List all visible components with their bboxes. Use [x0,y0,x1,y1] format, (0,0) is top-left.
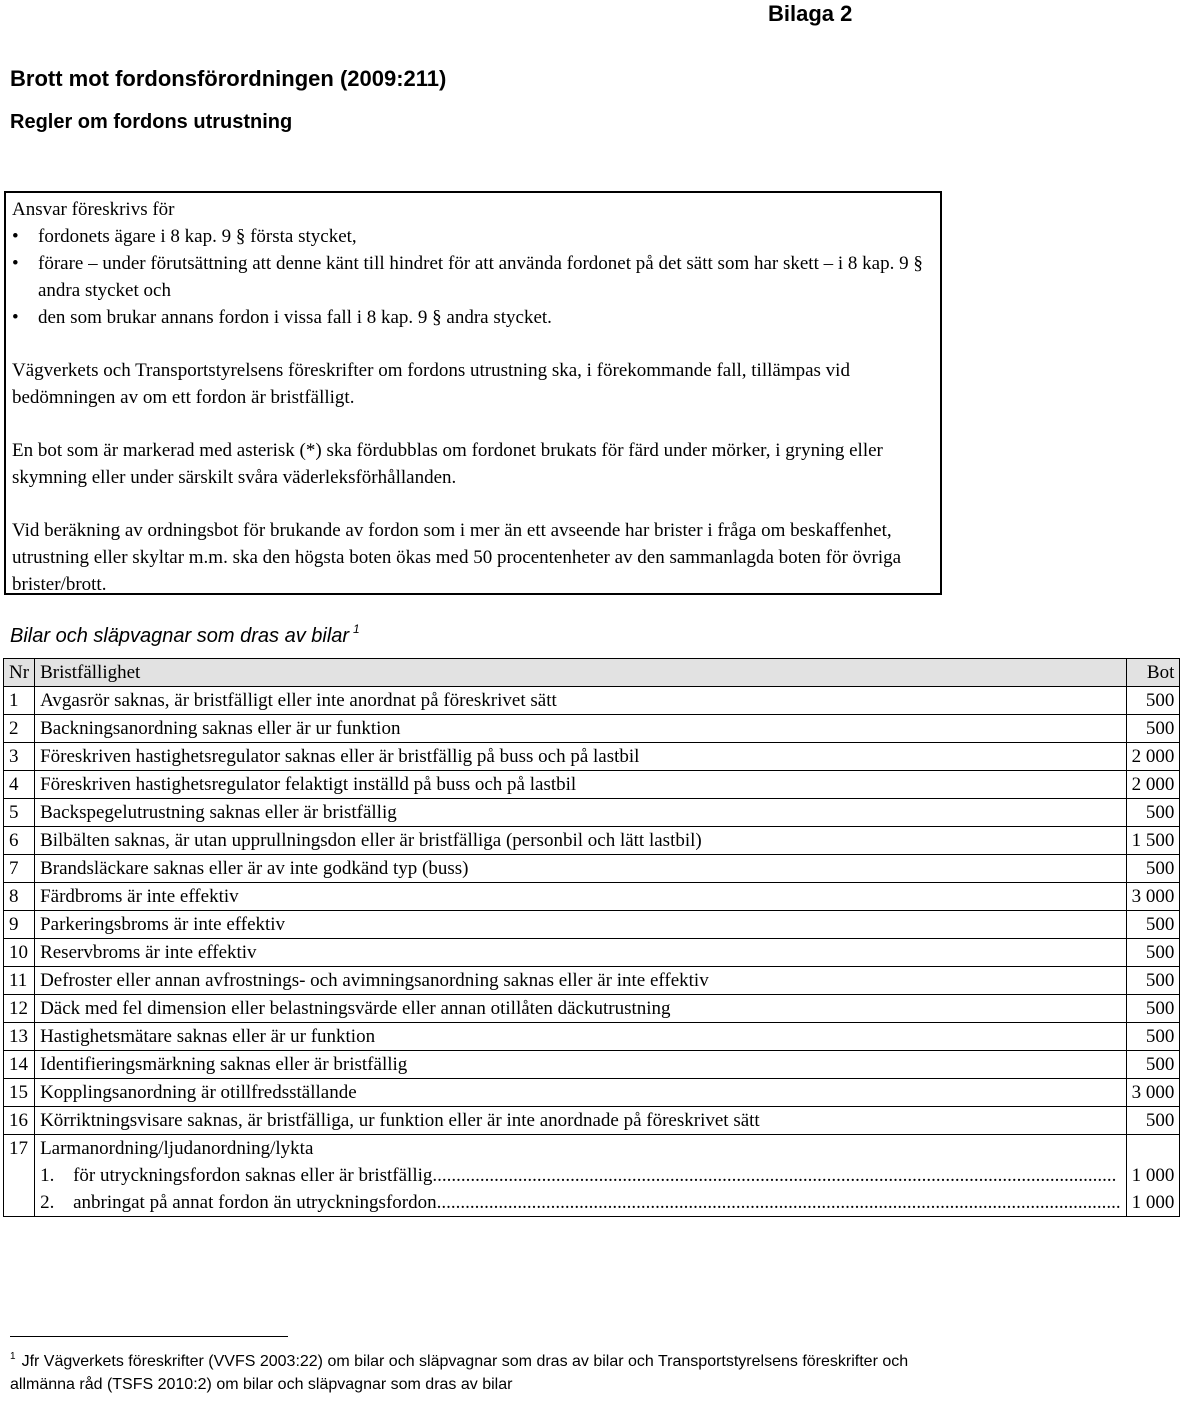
table-row [4,799,1180,827]
table-row [4,771,1180,799]
bullet-icon: • [12,307,19,328]
row-heading: Larmanordning/ljudanordning/lykta [40,1138,314,1159]
cell-description: Föreskriven hastighetsregulator felaktigt inställd på buss och på lastbil [35,771,1127,799]
cell-fine: 500 [1126,855,1180,883]
cell-fine: 500 [1126,687,1180,715]
cell-description: Avgasrör saknas, är bristfälligt eller inte anordnat på föreskrivet sätt [35,687,1127,715]
sub-item [40,1189,1121,1216]
table-row [4,855,1180,883]
page-subtitle: Regler om fordons utrustning [10,111,293,133]
column-header-nr: Nr [4,659,35,687]
sub-item [40,1162,1121,1189]
cell-description: Reservbroms är inte effektiv [35,939,1127,967]
column-header-fine: Bot [1126,659,1180,687]
cell-description: Backspegelutrustning saknas eller är bristfällig [35,799,1127,827]
cell-nr: 17 [4,1135,35,1217]
cell-nr: 11 [4,967,35,995]
footnote-divider [10,1336,288,1337]
cell-fine: 500 [1126,799,1180,827]
cell-nr: 10 [4,939,35,967]
cell-fine: 500 [1126,967,1180,995]
cell-fine [1126,1135,1180,1217]
table-row [4,1135,1180,1217]
info-paragraph-asterisk: En bot som är markerad med asterisk (*) ska fördubblas om fordonet brukats för färd under mörker, i gryning eller skymning eller under särskilt svåra väderleksförhållanden. [12,440,883,488]
attachment-label: Bilaga 2 [768,1,853,26]
cell-description: Däck med fel dimension eller belastningsvärde eller annan otillåten däckutrustning [35,995,1127,1023]
footnote-text: Jfr Vägverkets föreskrifter (VVFS 2003:22) om bilar och släpvagnar som dras av bilar och Transportstyrelsens föreskrifter och allmänna råd (TSFS 2010:2) om bilar och släpvagnar som dras av bilar [10,1353,909,1393]
fine-spacer [1132,1135,1175,1162]
sub-item-number: 2. [40,1192,55,1213]
footnote [10,1345,910,1396]
cell-description: Bilbälten saknas, är utan upprullningsdon eller är bristfälliga (personbil och lätt lastbil) [35,827,1127,855]
cell-description: Backningsanordning saknas eller är ur funktion [35,715,1127,743]
list-item: • förare – under förutsättning att denne känt till hindret för att använda fordonet på det sätt som har skett – i 8 kap. 9 § andra stycket och [12,250,934,304]
table-row [4,967,1180,995]
table-row [4,715,1180,743]
table-row [4,743,1180,771]
sub-item-text: för utryckningsfordon saknas eller är bristfällig ..... [73,1162,1121,1189]
cell-description: Identifieringsmärkning saknas eller är bristfällig [35,1051,1127,1079]
cell-fine: 3 000 [1126,1079,1180,1107]
table-row [4,883,1180,911]
cell-description: Parkeringsbroms är inte effektiv [35,911,1127,939]
cell-fine: 500 [1126,1051,1180,1079]
table-row [4,995,1180,1023]
section-heading: Bilar och släpvagnar som dras av bilar $^1$ [10,622,360,647]
table-row [4,1079,1180,1107]
cell-fine: 500 [1126,911,1180,939]
cell-description [35,1135,1127,1217]
page-title: Brott mot fordonsförordningen (2009:211) [10,66,447,91]
table-row [4,911,1180,939]
table-row [4,827,1180,855]
sub-item-number: 1. [40,1165,55,1186]
footnote-mark: 1 [10,1351,16,1362]
cell-nr: 9 [4,911,35,939]
table-row [4,1023,1180,1051]
sub-item-fine: 1 000 [1131,1192,1175,1213]
cell-nr: 2 [4,715,35,743]
responsibility-list [12,223,934,331]
cell-description: Föreskriven hastighetsregulator saknas eller är bristfällig på buss och på lastbil [35,743,1127,771]
table-row [4,1107,1180,1135]
cell-nr: 12 [4,995,35,1023]
cell-nr: 15 [4,1079,35,1107]
cell-nr: 3 [4,743,35,771]
table-row [4,687,1180,715]
responsibility-info-box [4,191,942,595]
cell-description: Färdbroms är inte effektiv [35,883,1127,911]
list-item: • den som brukar annans fordon i vissa fall i 8 kap. 9 § andra stycket. [12,304,934,331]
cell-nr: 5 [4,799,35,827]
cell-description: Kopplingsanordning är otillfredsställande [35,1079,1127,1107]
cell-description: Körriktningsvisare saknas, är bristfälliga, ur funktion eller är inte anordnade på föreskrivet sätt [35,1107,1127,1135]
column-header-description: Bristfällighet [35,659,1127,687]
sub-item-fine: 1 000 [1131,1165,1175,1186]
cell-nr: 7 [4,855,35,883]
cell-fine: 500 [1126,939,1180,967]
cell-fine: 500 [1126,1023,1180,1051]
cell-description: Hastighetsmätare saknas eller är ur funktion [35,1023,1127,1051]
table-row [4,939,1180,967]
sub-item-text: anbringat på annat fordon än utryckningsfordon ..... [73,1189,1121,1216]
table-header-row [4,659,1180,687]
cell-description: Defroster eller annan avfrostnings- och avimningsanordning saknas eller är inte effektiv [35,967,1127,995]
cell-nr: 14 [4,1051,35,1079]
cell-nr: 1 [4,687,35,715]
fines-table-body [4,687,1180,1217]
info-paragraph-calculation: Vid beräkning av ordningsbot för brukande av fordon som i mer än ett avseende har brister i fråga om beskaffenhet, utrustning eller skyltar m.m. ska den högsta boten ökas med 50 procentenheter av den sammanlagda boten för övriga brister/brott. [12,520,902,595]
cell-nr: 4 [4,771,35,799]
cell-nr: 16 [4,1107,35,1135]
list-item: • fordonets ägare i 8 kap. 9 § första stycket, [12,223,934,250]
footnote-reference: 1 [353,622,360,636]
cell-fine: 2 000 [1126,771,1180,799]
fines-table [3,658,1180,1217]
cell-fine: 500 [1126,715,1180,743]
bullet-icon: • [12,226,19,247]
cell-nr: 13 [4,1023,35,1051]
cell-nr: 6 [4,827,35,855]
cell-description: Brandsläckare saknas eller är av inte godkänd typ (buss) [35,855,1127,883]
cell-fine: 1 500 [1126,827,1180,855]
cell-fine: 2 000 [1126,743,1180,771]
cell-fine: 500 [1126,1107,1180,1135]
cell-fine: 3 000 [1126,883,1180,911]
bullet-icon: • [12,253,19,274]
cell-nr: 8 [4,883,35,911]
cell-fine: 500 [1126,995,1180,1023]
table-row [4,1051,1180,1079]
info-intro: Ansvar föreskrivs för [12,199,175,220]
info-paragraph-regulations: Vägverkets och Transportstyrelsens föreskrifter om fordons utrustning ska, i förekommande fall, tillämpas vid bedömningen av om ett fordon är bristfälligt. [12,360,850,408]
